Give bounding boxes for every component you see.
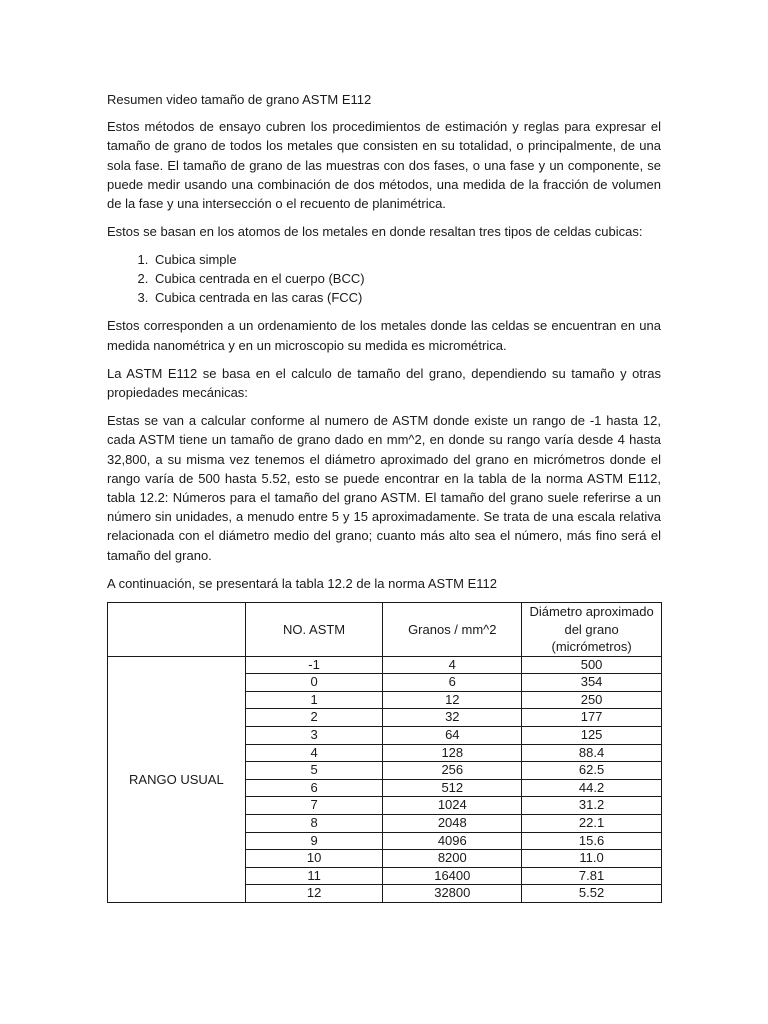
astm-cell: 11 bbox=[245, 867, 383, 885]
header-astm-no: NO. ASTM bbox=[245, 603, 383, 657]
table-intro: A continuación, se presentará la tabla 12.2 de la norma ASTM E112 bbox=[107, 575, 497, 591]
ordering-paragraph: Estos corresponden a un ordenamiento de los metales donde las celdas se encuentran en una medida nanométrica y en un microscopio su medida es micrométrica. bbox=[107, 318, 661, 353]
grains-cell: 32 bbox=[383, 709, 522, 727]
diameter-cell: 500 bbox=[522, 656, 662, 674]
cell-types-intro: Estos se basan en los atomos de los metales en donde resaltan tres tipos de celdas cubicas: bbox=[107, 224, 643, 240]
diameter-cell: 7.81 bbox=[522, 867, 662, 885]
table-row bbox=[108, 656, 662, 674]
astm-grain-size-table bbox=[107, 602, 662, 903]
grains-cell: 2048 bbox=[383, 814, 522, 832]
astm-cell: 6 bbox=[245, 779, 383, 797]
astm-cell: 3 bbox=[245, 726, 383, 744]
astm-cell: 12 bbox=[245, 885, 383, 903]
diameter-cell: 5.52 bbox=[522, 885, 662, 903]
grains-cell: 16400 bbox=[383, 867, 522, 885]
diameter-cell: 250 bbox=[522, 691, 662, 709]
diameter-cell: 31.2 bbox=[522, 797, 662, 815]
diameter-cell: 15.6 bbox=[522, 832, 662, 850]
document-title: Resumen video tamaño de grano ASTM E112 bbox=[107, 92, 372, 107]
grains-cell: 1024 bbox=[383, 797, 522, 815]
list-item: 3. Cubica centrada en las caras (FCC) bbox=[152, 288, 661, 307]
astm-cell: 10 bbox=[245, 850, 383, 868]
diameter-cell: 125 bbox=[522, 726, 662, 744]
astm-cell: 9 bbox=[245, 832, 383, 850]
diameter-cell: 88.4 bbox=[522, 744, 662, 762]
table-body bbox=[108, 656, 662, 902]
diameter-cell: 62.5 bbox=[522, 762, 662, 780]
astm-cell: 1 bbox=[245, 691, 383, 709]
astm-cell: -1 bbox=[245, 656, 383, 674]
table-header-row bbox=[108, 603, 662, 657]
range-label-cell: RANGO USUAL bbox=[108, 656, 246, 902]
astm-cell: 0 bbox=[245, 674, 383, 692]
grains-cell: 6 bbox=[383, 674, 522, 692]
list-item: 2. Cubica centrada en el cuerpo (BCC) bbox=[152, 269, 661, 288]
grains-cell: 128 bbox=[383, 744, 522, 762]
astm-cell: 2 bbox=[245, 709, 383, 727]
grains-cell: 64 bbox=[383, 726, 522, 744]
grains-cell: 4096 bbox=[383, 832, 522, 850]
cell-types-list bbox=[107, 250, 661, 307]
astm-cell: 7 bbox=[245, 797, 383, 815]
diameter-cell: 177 bbox=[522, 709, 662, 727]
diameter-cell: 354 bbox=[522, 674, 662, 692]
diameter-cell: 22.1 bbox=[522, 814, 662, 832]
diameter-cell: 44.2 bbox=[522, 779, 662, 797]
astm-range-paragraph: Estas se van a calcular conforme al numero de ASTM donde existe un rango de -1 hasta 12, cada ASTM tiene un tamaño de grano dado en mm^2, en donde su rango varía desde 4 hasta 32,800, a su misma vez tenemos el diámetro aproximado del grano en micrómetros donde el rango varía de 500 hasta 5.52, esto se puede encontrar en la tabla de la norma ASTM E112, tabla 12.2: Números para el tamaño del grano ASTM. El tamaño del grano suele referirse a un número sin unidades, a menudo entre 5 y 15 aproximadamente. Se trata de una escala relativa relacionada con el diámetro medio del grano; cuanto más alto sea el número, más fino será el tamaño del grano. bbox=[107, 413, 661, 563]
list-item: 1. Cubica simple bbox=[152, 250, 661, 269]
astm-cell: 4 bbox=[245, 744, 383, 762]
diameter-cell: 11.0 bbox=[522, 850, 662, 868]
intro-paragraph: Estos métodos de ensayo cubren los procedimientos de estimación y reglas para expresar el tamaño de grano de todos los metales que consisten en su totalidad, o principalmente, de una sola fase. El tamaño de grano de las muestras con dos fases, o una fase y un componente, se puede medir usando una combinación de dos métodos, una medida de la fracción de volumen de la fase y una intersección o el recuento de planimétrica. bbox=[107, 119, 661, 212]
header-diameter: Diámetro aproximado del grano (micrómetros) bbox=[522, 603, 662, 657]
grains-cell: 8200 bbox=[383, 850, 522, 868]
astm-cell: 5 bbox=[245, 762, 383, 780]
header-grains: Granos / mm^2 bbox=[383, 603, 522, 657]
grains-cell: 256 bbox=[383, 762, 522, 780]
header-blank bbox=[108, 603, 246, 657]
astm-cell: 8 bbox=[245, 814, 383, 832]
grains-cell: 12 bbox=[383, 691, 522, 709]
grains-cell: 32800 bbox=[383, 885, 522, 903]
astm-basis-paragraph: La ASTM E112 se basa en el calculo de tamaño del grano, dependiendo su tamaño y otras propiedades mecánicas: bbox=[107, 365, 661, 401]
grains-cell: 512 bbox=[383, 779, 522, 797]
grains-cell: 4 bbox=[383, 656, 522, 674]
